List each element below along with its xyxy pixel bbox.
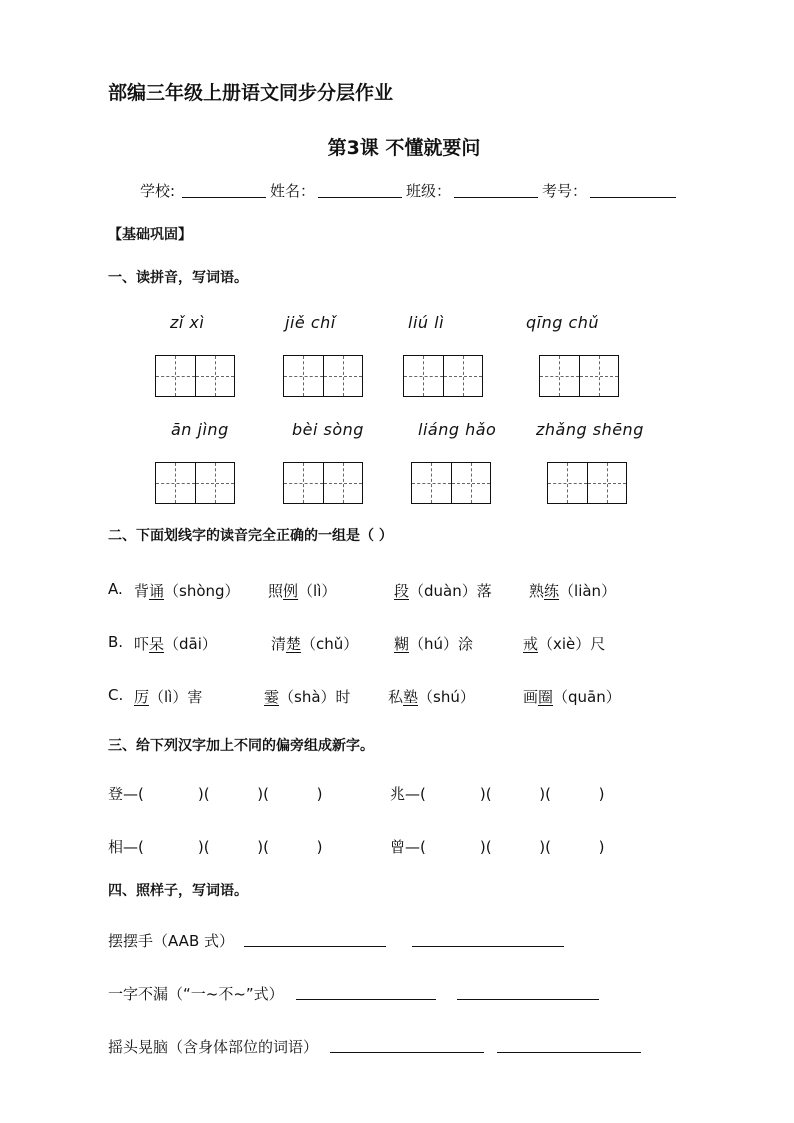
pattern-item-3: 摇头晃脑（含身体部位的词语） bbox=[108, 1038, 319, 1056]
answer-line-2a[interactable] bbox=[296, 999, 436, 1000]
option-b-label: B. bbox=[108, 633, 124, 651]
exam-no-label: 考号： bbox=[542, 182, 588, 200]
exam-no-blank[interactable] bbox=[590, 181, 676, 198]
section1-heading: 一、读拼音，写词语。 bbox=[108, 270, 248, 286]
char-grid-7[interactable] bbox=[411, 462, 491, 504]
document-title: 部编三年级上册语文同步分层作业 bbox=[108, 82, 394, 104]
option-c-item-2: 霎（shà）时 bbox=[264, 688, 351, 706]
option-a-label: A. bbox=[108, 580, 123, 598]
char-grid-6[interactable] bbox=[283, 462, 363, 504]
option-b-item-2: 清楚（chǔ） bbox=[271, 635, 359, 653]
name-blank[interactable] bbox=[318, 181, 402, 198]
school-blank[interactable] bbox=[182, 181, 266, 198]
lesson-title: 第3课 不懂就要问 bbox=[327, 137, 481, 159]
pinyin-1: zǐ xì bbox=[170, 313, 205, 332]
section4-heading: 四、照样子，写词语。 bbox=[108, 883, 248, 899]
answer-line-1b[interactable] bbox=[412, 946, 564, 947]
pinyin-2: jiě chǐ bbox=[285, 313, 336, 332]
school-label: 学校: bbox=[140, 182, 176, 200]
option-a-item-2: 照例（lì） bbox=[268, 582, 337, 600]
option-b-item-4: 戒（xiè）尺 bbox=[523, 635, 606, 653]
char-grid-4[interactable] bbox=[539, 355, 619, 397]
char-grid-2[interactable] bbox=[283, 355, 363, 397]
section3-heading: 三、给下列汉字加上不同的偏旁组成新字。 bbox=[108, 738, 374, 754]
pinyin-6: bèi sòng bbox=[292, 420, 364, 439]
char-grid-5[interactable] bbox=[155, 462, 235, 504]
pinyin-8: zhǎng shēng bbox=[536, 420, 644, 439]
class-blank[interactable] bbox=[454, 181, 538, 198]
option-b-item-3: 糊（hú）涂 bbox=[394, 635, 474, 653]
char-grid-1[interactable] bbox=[155, 355, 235, 397]
pattern-item-1: 摆摆手（AAB 式） bbox=[108, 932, 234, 950]
pinyin-3: liú lì bbox=[408, 313, 445, 332]
basics-heading: 【基础巩固】 bbox=[108, 227, 192, 243]
pinyin-5: ān jìng bbox=[171, 420, 229, 439]
answer-line-3b[interactable] bbox=[497, 1052, 641, 1053]
pinyin-7: liáng hǎo bbox=[418, 420, 497, 439]
class-label: 班级： bbox=[406, 182, 452, 200]
radical-item-1: 登—( )( )( ) bbox=[108, 785, 323, 803]
option-c-item-3: 私塾（shú） bbox=[388, 688, 475, 706]
radical-item-2: 兆—( )( )( ) bbox=[390, 785, 605, 803]
answer-line-2b[interactable] bbox=[457, 999, 599, 1000]
answer-line-3a[interactable] bbox=[330, 1052, 484, 1053]
char-grid-8[interactable] bbox=[547, 462, 627, 504]
option-b-item-1: 吓呆（dāi） bbox=[134, 635, 217, 653]
pinyin-4: qīng chǔ bbox=[526, 313, 600, 332]
option-a-item-1: 背诵（shòng） bbox=[134, 582, 240, 600]
name-label: 姓名： bbox=[270, 182, 316, 200]
char-grid-3[interactable] bbox=[403, 355, 483, 397]
radical-item-3: 相—( )( )( ) bbox=[108, 838, 323, 856]
option-a-item-4: 熟练（liàn） bbox=[529, 582, 617, 600]
radical-item-4: 曾—( )( )( ) bbox=[390, 838, 605, 856]
option-a-item-3: 段（duàn）落 bbox=[394, 582, 492, 600]
pattern-item-2: 一字不漏（“一~不~”式） bbox=[108, 985, 284, 1003]
answer-line-1a[interactable] bbox=[244, 946, 386, 947]
option-c-item-4: 画圈（quān） bbox=[523, 688, 621, 706]
option-c-item-1: 厉（lì）害 bbox=[134, 688, 203, 706]
option-c-label: C. bbox=[108, 686, 124, 704]
section2-heading: 二、下面划线字的读音完全正确的一组是（ ） bbox=[108, 528, 393, 544]
